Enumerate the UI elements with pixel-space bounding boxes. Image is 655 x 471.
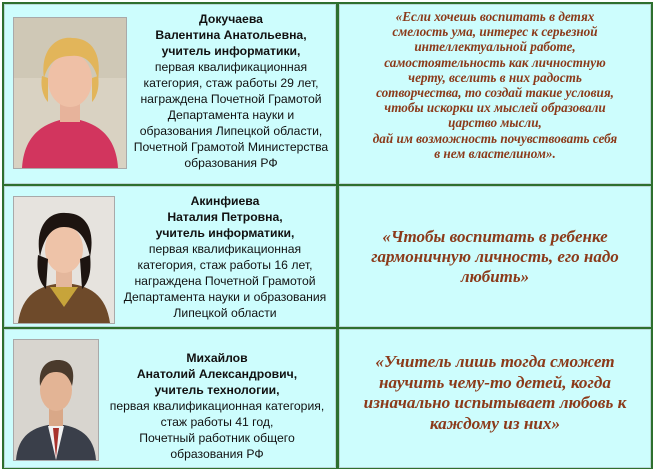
quote-line: в нем властелином». [434, 145, 556, 161]
quote-line: интеллектуальной работе, [414, 39, 576, 55]
teacher-surname: Докучаева [199, 12, 263, 26]
teacher-detail-line: стаж работы 41 год, [160, 415, 274, 429]
teacher-bio-2 [117, 193, 333, 321]
teacher-detail-line: Департамента науки и [167, 108, 295, 122]
teacher-detail-line: образования РФ [170, 447, 264, 461]
quote-line: «Учитель лишь тогда сможет [375, 352, 615, 371]
quote-line: сотворчества, то создай такие условия, [376, 85, 614, 101]
teacher-quote-1 [346, 9, 644, 161]
quote-line: любить» [460, 267, 530, 286]
teacher-quote-3 [346, 352, 644, 434]
teacher-surname: Акинфиева [190, 194, 260, 208]
teacher-quote-cell [339, 186, 651, 327]
teacher-quote-cell [339, 329, 651, 468]
teachers-table [2, 2, 653, 469]
teacher-detail-line: награждена Почетной Грамотой [140, 92, 322, 106]
quote-line: каждому из них» [429, 413, 561, 433]
teacher-row-3 [3, 329, 652, 468]
teacher-quote-2 [346, 227, 644, 287]
teacher-role: учитель информатики, [155, 226, 295, 240]
teacher-detail-line: Почетной Грамотой Министерства [133, 140, 329, 154]
teacher-detail-line: категория, стаж работы 29 лет, [143, 76, 319, 90]
teacher-given-name: Валентина Анатольевна, [155, 28, 307, 42]
quote-line: царство мысли, [448, 115, 542, 131]
teacher-photo-1 [13, 17, 127, 169]
teacher-detail-line: первая квалификационная категория, [109, 399, 325, 413]
teacher-info-cell [4, 186, 336, 327]
teacher-info-cell [4, 329, 336, 468]
teacher-info-cell [4, 4, 336, 184]
teacher-photo-2 [13, 196, 115, 324]
teacher-detail-line: образования Липецкой области, [139, 124, 323, 138]
teacher-row-2 [3, 186, 652, 327]
quote-line: изначально испытывает любовь к [363, 393, 627, 412]
quote-line: «Чтобы воспитать в ребенке [382, 227, 608, 246]
teacher-quote-cell [339, 4, 651, 184]
teacher-detail-line: Департамента науки и образования [123, 290, 327, 304]
teacher-role: учитель технологии, [154, 383, 280, 397]
teacher-bio-1 [129, 11, 333, 171]
quote-line: научить чему-то детей, когда [379, 372, 611, 392]
quote-line: гармоничную личность, его надо [371, 247, 619, 266]
teacher-detail-line: образования РФ [184, 156, 278, 170]
teacher-bio-3 [101, 350, 333, 462]
teacher-detail-line: Почетный работник общего [139, 431, 295, 445]
quote-line: чтобы искорки их мыслей образовали [384, 100, 606, 116]
teacher-detail-line: награждена Почетной Грамотой [134, 274, 316, 288]
teacher-detail-line: первая квалификационная [148, 242, 302, 256]
teacher-photo-3 [13, 339, 99, 461]
quote-line: смелость ума, интерес к серьезной [392, 24, 598, 40]
teacher-detail-line: категория, стаж работы 16 лет, [137, 258, 313, 272]
quote-line: дай им возможность почувствовать себя [372, 130, 618, 146]
teacher-surname: Михайлов [186, 351, 248, 365]
quote-line: «Если хочешь воспитать в детях [395, 9, 595, 24]
teacher-row-1 [3, 4, 652, 184]
teacher-detail-line: первая квалификационная [154, 60, 308, 74]
teacher-detail-line: Липецкой области [173, 306, 277, 320]
teacher-role: учитель информатики, [161, 44, 301, 58]
teacher-given-name: Наталия Петровна, [167, 210, 283, 224]
teacher-given-name: Анатолий Александрович, [136, 367, 298, 381]
quote-line: черту, вселить в них радость [408, 69, 582, 85]
quote-line: самостоятельность как личностную [384, 54, 606, 70]
